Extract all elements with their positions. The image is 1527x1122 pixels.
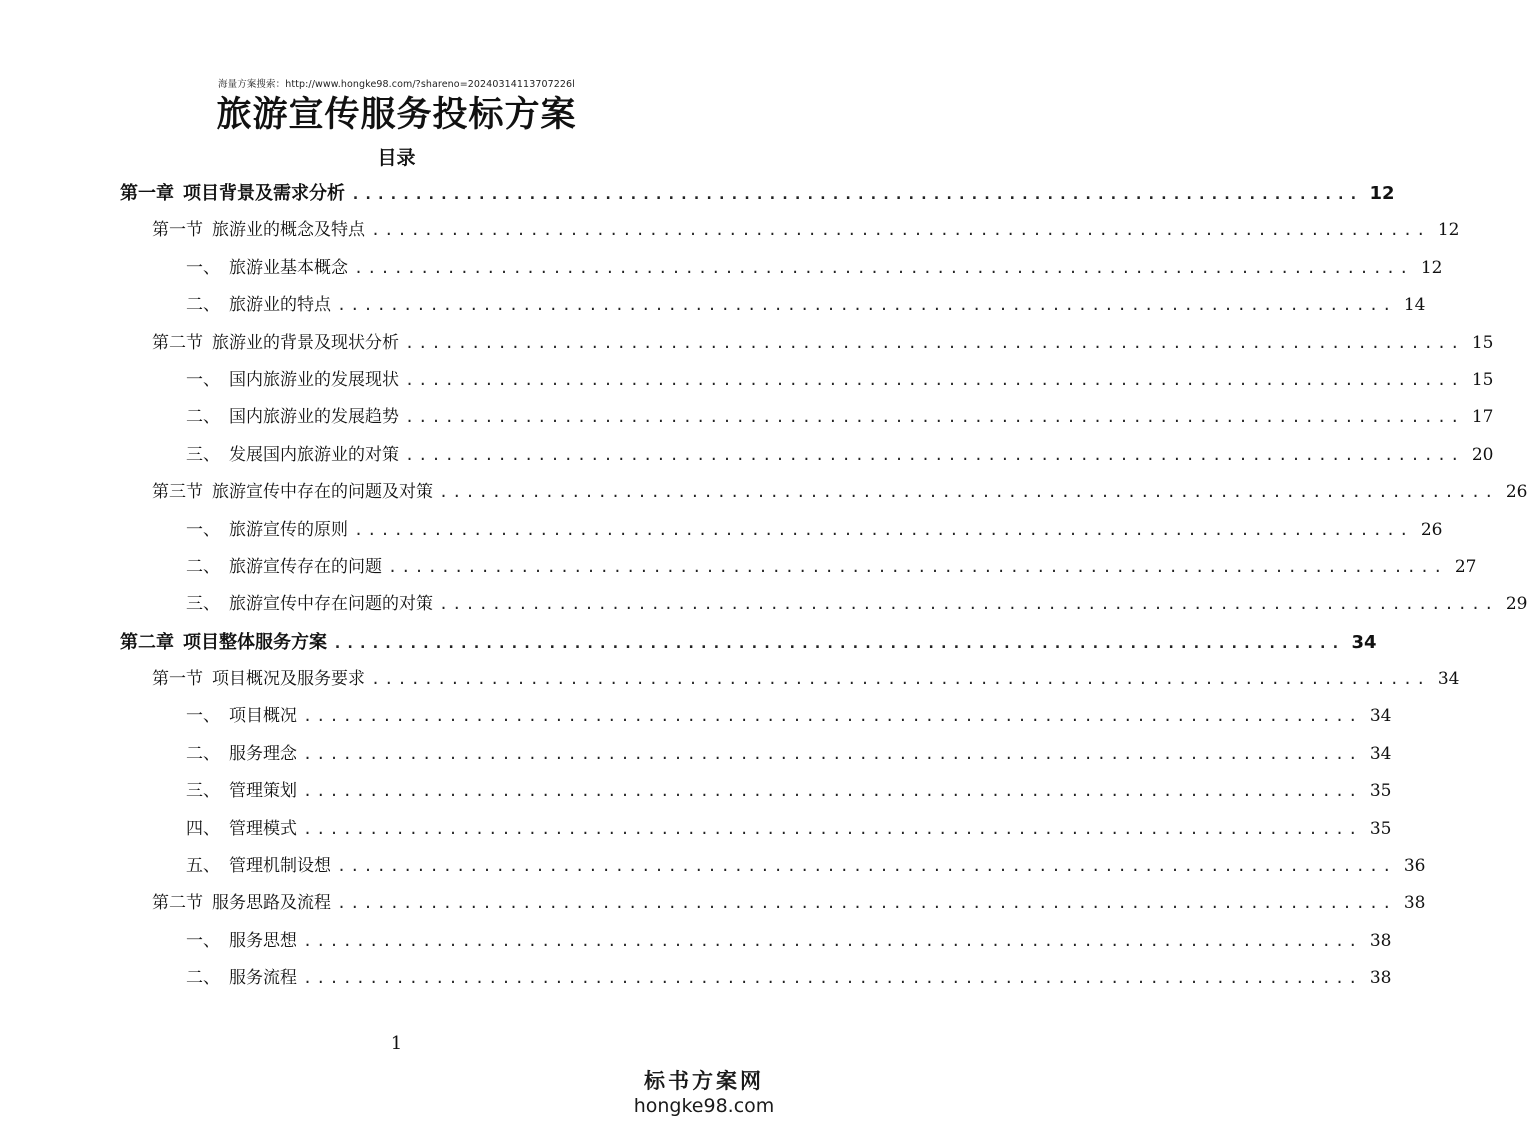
toc-dot-leader: ................................................................................ xyxy=(303,969,1362,988)
toc-subsection-entry[interactable] xyxy=(120,811,1392,848)
toc-chapter-entry[interactable] xyxy=(120,175,1395,212)
toc-entry-label xyxy=(120,624,327,661)
toc-section-entry[interactable] xyxy=(120,474,1527,511)
toc-subsection-entry[interactable] xyxy=(120,362,1494,399)
toc-entry-label xyxy=(186,811,297,848)
toc-chapter-entry[interactable] xyxy=(120,624,1377,661)
watermark-site-name: 标书方案网 xyxy=(644,1068,764,1093)
toc-dot-leader: ................................................................................ xyxy=(354,258,1413,277)
toc-subsection-entry[interactable] xyxy=(120,437,1494,474)
toc-entry-number: 一、 xyxy=(186,369,220,390)
toc-entry-page: 26 xyxy=(1505,482,1527,503)
toc-entry-number: 五、 xyxy=(186,856,220,877)
toc-entry-number: 第二章 xyxy=(120,631,174,653)
toc-entry-page: 17 xyxy=(1471,407,1494,428)
toc-dot-leader: ................................................................................ xyxy=(337,857,1396,876)
toc-section-entry[interactable] xyxy=(120,661,1460,698)
toc-subsection-entry[interactable] xyxy=(120,773,1392,810)
toc-entry-number: 四、 xyxy=(186,818,220,839)
toc-entry-number: 二、 xyxy=(186,968,220,989)
toc-entry-page: 38 xyxy=(1403,893,1426,914)
toc-dot-leader: ................................................................................ xyxy=(439,595,1498,614)
toc-entry-title: 项目概况 xyxy=(229,706,297,727)
toc-entry-label xyxy=(152,325,399,362)
toc-entry-title: 旅游业基本概念 xyxy=(229,257,348,278)
toc-entry-title: 管理模式 xyxy=(229,818,297,839)
toc-entry-title: 旅游宣传的原则 xyxy=(229,519,348,540)
toc-entry-page: 29 xyxy=(1505,594,1527,615)
toc-entry-title: 旅游宣传中存在的问题及对策 xyxy=(212,482,433,503)
toc-entry-title: 服务流程 xyxy=(229,968,297,989)
toc-dot-leader: ................................................................................ xyxy=(371,670,1430,689)
toc-entry-title: 发展国内旅游业的对策 xyxy=(229,444,399,465)
toc-dot-leader: ................................................................................ xyxy=(405,333,1464,352)
toc-entry-label xyxy=(186,512,348,549)
toc-dot-leader: ................................................................................ xyxy=(439,483,1498,502)
toc-subsection-entry[interactable] xyxy=(120,698,1392,735)
toc-entry-number: 三、 xyxy=(186,781,220,802)
toc-entry-label xyxy=(186,736,297,773)
toc-dot-leader: ................................................................................ xyxy=(405,370,1464,389)
toc-dot-leader: ................................................................................ xyxy=(303,931,1362,950)
toc-dot-leader: ................................................................................ xyxy=(371,221,1430,240)
toc-entry-number: 三、 xyxy=(186,444,220,465)
toc-entry-page: 27 xyxy=(1454,556,1477,577)
toc-entry-number: 二、 xyxy=(186,407,220,428)
toc-entry-title: 管理机制设想 xyxy=(229,856,331,877)
toc-entry-number: 第一章 xyxy=(120,183,174,204)
toc-entry-number: 二、 xyxy=(186,556,220,577)
table-of-contents xyxy=(120,175,1527,998)
toc-subsection-entry[interactable] xyxy=(120,923,1392,960)
toc-entry-title: 项目背景及需求分析 xyxy=(183,183,345,204)
toc-dot-leader: ................................................................................ xyxy=(354,520,1413,539)
toc-entry-page: 34 xyxy=(1437,669,1460,690)
toc-entry-number: 第三节 xyxy=(152,482,203,503)
toc-entry-page: 38 xyxy=(1369,968,1392,989)
toc-entry-page: 38 xyxy=(1369,930,1392,951)
toc-entry-page: 12 xyxy=(1420,257,1443,278)
toc-dot-leader: ................................................................................ xyxy=(351,185,1362,203)
toc-entry-label xyxy=(186,923,297,960)
toc-entry-number: 二、 xyxy=(186,743,220,764)
toc-entry-title: 服务理念 xyxy=(229,743,297,764)
toc-entry-label xyxy=(186,250,348,287)
toc-entry-title: 旅游业的概念及特点 xyxy=(212,220,365,241)
toc-entry-number: 一、 xyxy=(186,519,220,540)
toc-subsection-entry[interactable] xyxy=(120,586,1527,623)
toc-entry-title: 项目概况及服务要求 xyxy=(212,669,365,690)
toc-entry-label xyxy=(152,885,331,922)
toc-entry-label xyxy=(186,960,297,997)
toc-entry-page: 36 xyxy=(1403,856,1426,877)
toc-dot-leader: ................................................................................ xyxy=(405,445,1464,464)
toc-dot-leader: ................................................................................ xyxy=(337,894,1396,913)
toc-entry-label xyxy=(186,549,382,586)
toc-dot-leader: ................................................................................ xyxy=(405,408,1464,427)
toc-entry-label xyxy=(186,773,297,810)
toc-entry-title: 国内旅游业的发展现状 xyxy=(229,369,399,390)
toc-entry-number: 第一节 xyxy=(152,220,203,241)
toc-entry-page: 34 xyxy=(1369,743,1392,764)
toc-entry-number: 三、 xyxy=(186,594,220,615)
toc-entry-page: 35 xyxy=(1369,781,1392,802)
toc-entry-label xyxy=(152,212,365,249)
toc-entry-page: 34 xyxy=(1351,631,1377,653)
toc-entry-title: 服务思路及流程 xyxy=(212,893,331,914)
toc-entry-title: 旅游业的特点 xyxy=(229,295,331,316)
toc-subsection-entry[interactable] xyxy=(120,736,1392,773)
toc-section-entry[interactable] xyxy=(120,325,1494,362)
toc-entry-number: 二、 xyxy=(186,295,220,316)
toc-entry-page: 15 xyxy=(1471,369,1494,390)
toc-entry-label xyxy=(186,848,331,885)
toc-section-entry[interactable] xyxy=(120,885,1426,922)
toc-entry-number: 第二节 xyxy=(152,332,203,353)
toc-dot-leader: ................................................................................ xyxy=(303,744,1362,763)
toc-entry-number: 一、 xyxy=(186,930,220,951)
toc-entry-page: 35 xyxy=(1369,818,1392,839)
toc-entry-title: 旅游宣传存在的问题 xyxy=(229,556,382,577)
toc-entry-label xyxy=(120,175,345,212)
toc-dot-leader: ................................................................................ xyxy=(303,819,1362,838)
toc-entry-number: 一、 xyxy=(186,706,220,727)
toc-entry-page: 12 xyxy=(1369,183,1395,204)
site-watermark-logo xyxy=(629,1068,779,1118)
toc-entry-label xyxy=(186,437,399,474)
toc-subsection-entry[interactable] xyxy=(120,512,1443,549)
toc-entry-number: 第一节 xyxy=(152,669,203,690)
toc-entry-number: 第二节 xyxy=(152,893,203,914)
toc-entry-label xyxy=(152,474,433,511)
toc-heading: 目录 xyxy=(377,147,416,169)
toc-entry-label xyxy=(186,698,297,735)
toc-entry-label xyxy=(186,362,399,399)
toc-entry-label xyxy=(186,287,331,324)
toc-entry-label xyxy=(186,586,433,623)
toc-dot-leader: ................................................................................ xyxy=(337,296,1396,315)
page-number: 1 xyxy=(390,1033,403,1054)
toc-dot-leader: ................................................................................ xyxy=(303,782,1362,801)
toc-entry-page: 14 xyxy=(1403,295,1426,316)
document-title: 旅游宣传服务投标方案 xyxy=(216,95,577,135)
header-search-note: 海量方案搜索：http://www.hongke98.com/?shareno=20240314113707226l xyxy=(218,79,575,90)
toc-entry-title: 服务思想 xyxy=(229,930,297,951)
toc-entry-title: 项目整体服务方案 xyxy=(183,631,327,653)
toc-entry-title: 旅游业的背景及现状分析 xyxy=(212,332,399,353)
toc-entry-page: 26 xyxy=(1420,519,1443,540)
toc-entry-title: 旅游宣传中存在问题的对策 xyxy=(229,594,433,615)
toc-entry-label xyxy=(152,661,365,698)
toc-entry-page: 34 xyxy=(1369,706,1392,727)
toc-entry-label xyxy=(186,399,399,436)
toc-subsection-entry[interactable] xyxy=(120,848,1426,885)
toc-section-entry[interactable] xyxy=(120,212,1460,249)
toc-entry-title: 管理策划 xyxy=(229,781,297,802)
toc-dot-leader: ................................................................................ xyxy=(333,633,1344,652)
toc-subsection-entry[interactable] xyxy=(120,287,1426,324)
watermark-site-url: hongke98.com xyxy=(633,1095,775,1117)
toc-entry-page: 15 xyxy=(1471,332,1494,353)
toc-entry-page: 12 xyxy=(1437,220,1460,241)
toc-subsection-entry[interactable] xyxy=(120,549,1477,586)
toc-entry-page: 20 xyxy=(1471,444,1494,465)
toc-subsection-entry[interactable] xyxy=(120,960,1392,997)
toc-dot-leader: ................................................................................ xyxy=(388,557,1447,576)
toc-subsection-entry[interactable] xyxy=(120,250,1443,287)
toc-entry-number: 一、 xyxy=(186,257,220,278)
toc-entry-title: 国内旅游业的发展趋势 xyxy=(229,407,399,428)
toc-subsection-entry[interactable] xyxy=(120,399,1494,436)
toc-dot-leader: ................................................................................ xyxy=(303,707,1362,726)
